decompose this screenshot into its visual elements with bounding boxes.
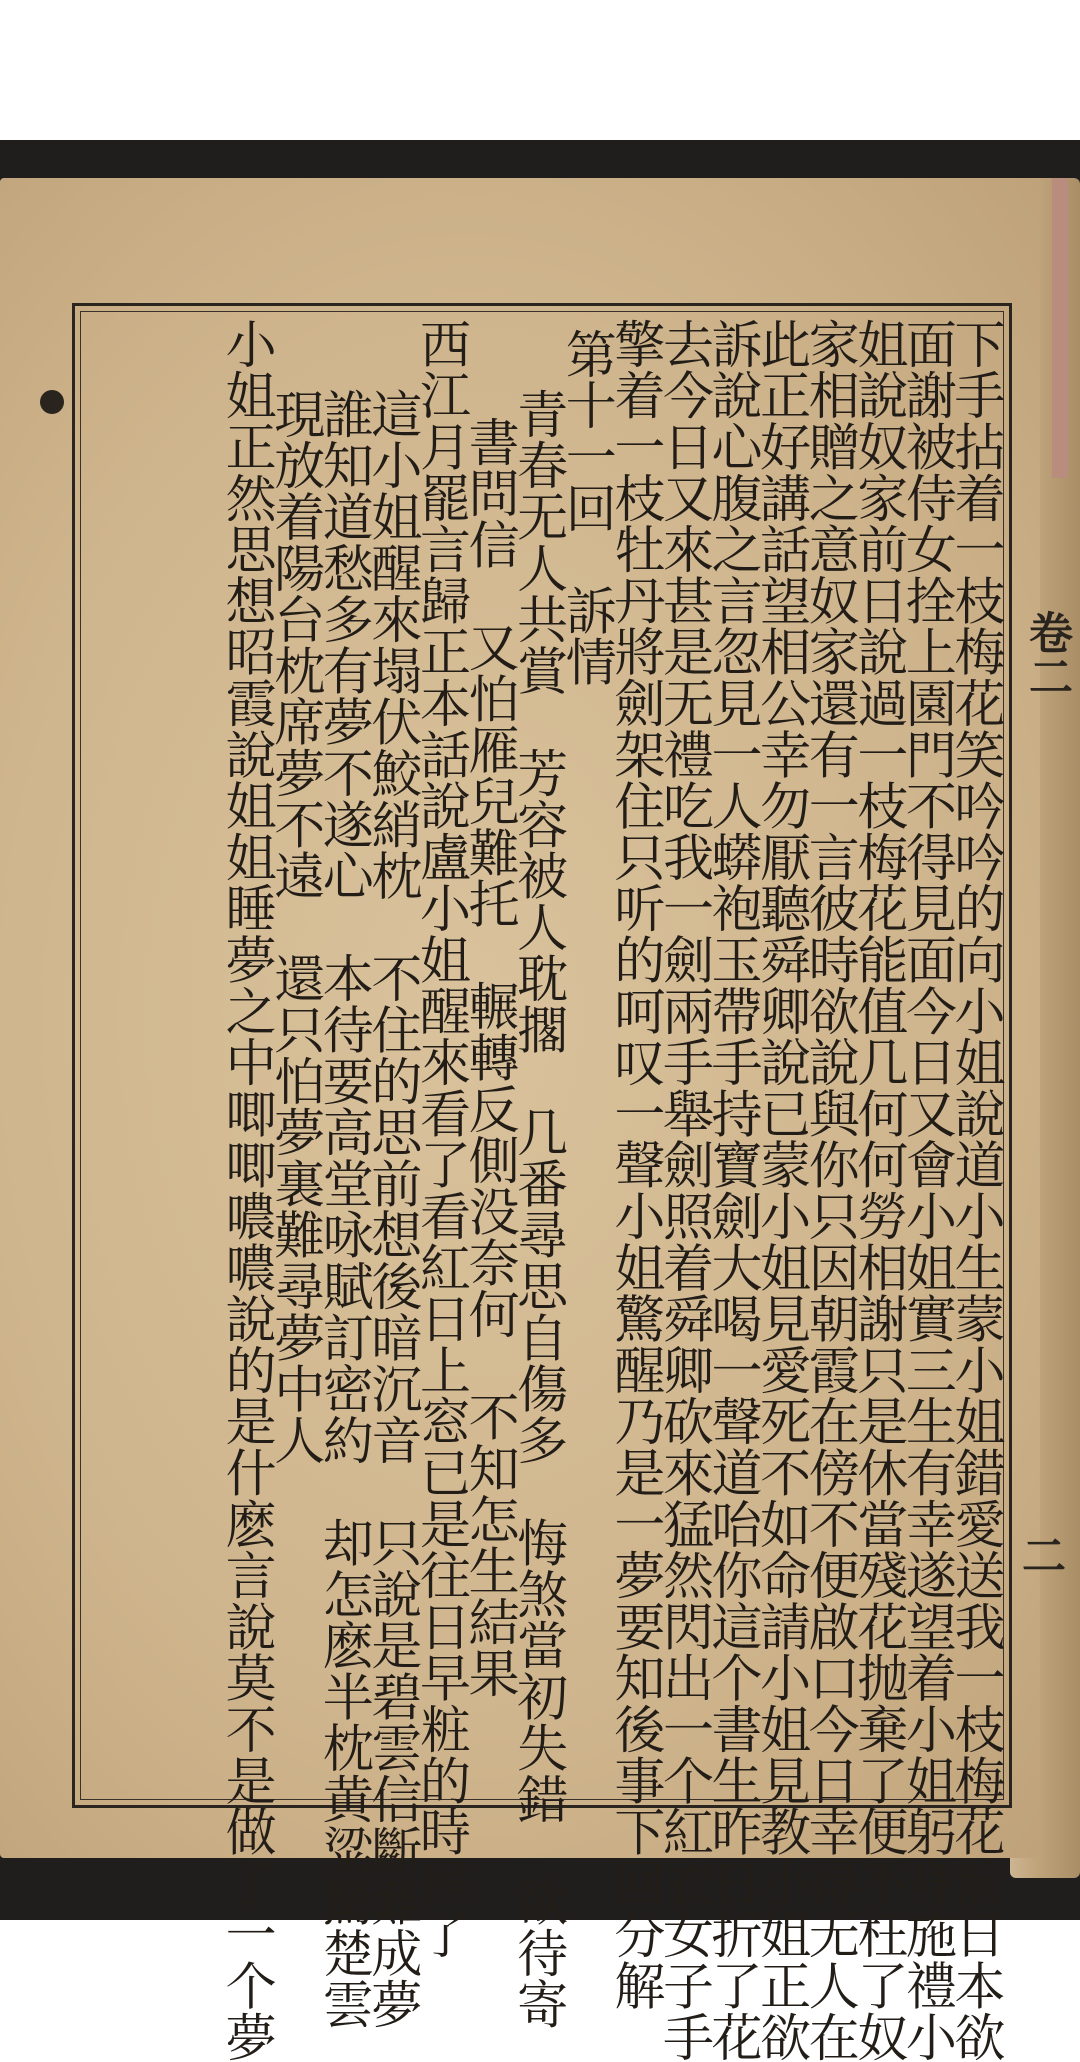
- text-column-3: 姐說奴家前日說過一枝梅花能值几何何勞相謝只是休當殘花抛棄了便不枉了奴: [847, 318, 907, 2062]
- vertical-text-body: [86, 318, 1004, 2062]
- text-column-2: 面謝被侍女拴上園門不得見面今日又會小姐實三生有幸遂望着小姐躬身施禮小: [896, 318, 956, 2062]
- text-column-5: 此正好講話望相公幸勿厭聽舜卿說已蒙小姐見愛死不如命請小姐見教小姐正欲: [750, 318, 810, 2062]
- text-column-6: 訴說心腹之言忽見一人蟒袍玉帶手持寶劍大喝一聲道咍你這个書生昨日折了花: [702, 318, 762, 2062]
- chapter-heading: 第十一回 訴情: [556, 328, 616, 688]
- binding-hole-mark: [40, 390, 64, 414]
- verse-column-1: 青春无人共賞 芳容被人耽擱 几番尋思自傷多 悔煞當初失錯 欲待寄: [507, 388, 567, 2030]
- text-column-12: 西江月罷言歸正本話說盧小姐醒來看了看紅日上窓已是往日早粧的時候了: [410, 318, 470, 1960]
- song-column-3: 現放着陽台枕席夢不遠 還只怕夢裏難尋夢中人: [264, 388, 324, 1466]
- text-column-1: 下手拈着一枝梅花笑吟吟的向小姐說道小生蒙小姐錯愛送我一枝梅花前日本欲: [945, 318, 1004, 2062]
- verse-column-2: 書問信 又怕雁兒難托 輾轉反側没奈何 不知怎生結果: [459, 416, 519, 1699]
- text-column-8: 擎着一枝牡丹將劍架住只听的呵叹一聲小姐驚醒乃是一夢要知後事下回分解: [604, 318, 664, 2011]
- page-edge-red-stain: [1052, 178, 1068, 478]
- text-column-7: 去今日又來甚是无禮吃我一劍兩手舉劍照着舜卿砍來猛然閃出一个紅衣女子手: [653, 318, 713, 2062]
- text-column-16: 小姐正然思想昭霞說姐姐睡夢之中唧唧噥噥說的是什麽言說莫不是做了一个夢: [216, 318, 276, 2062]
- text-column-4: 家相贈之意奴家還有一言彼時欲說與你只因朝霞在傍不便啟口今日幸得无人在: [799, 318, 859, 2062]
- volume-label: 卷二: [1021, 610, 1072, 698]
- song-column-1: 這小姐醒來塌伏鮫綃枕 不住的思前想後暗沉音 只說是碧雲信斷難成夢: [361, 388, 421, 2030]
- page-number: 二: [1022, 1531, 1066, 1582]
- song-column-2: 誰知道愁多有夢不遂心 本待要高堂咏賦訂密約 却怎麽半枕黄粱驚楚雲: [313, 388, 373, 2030]
